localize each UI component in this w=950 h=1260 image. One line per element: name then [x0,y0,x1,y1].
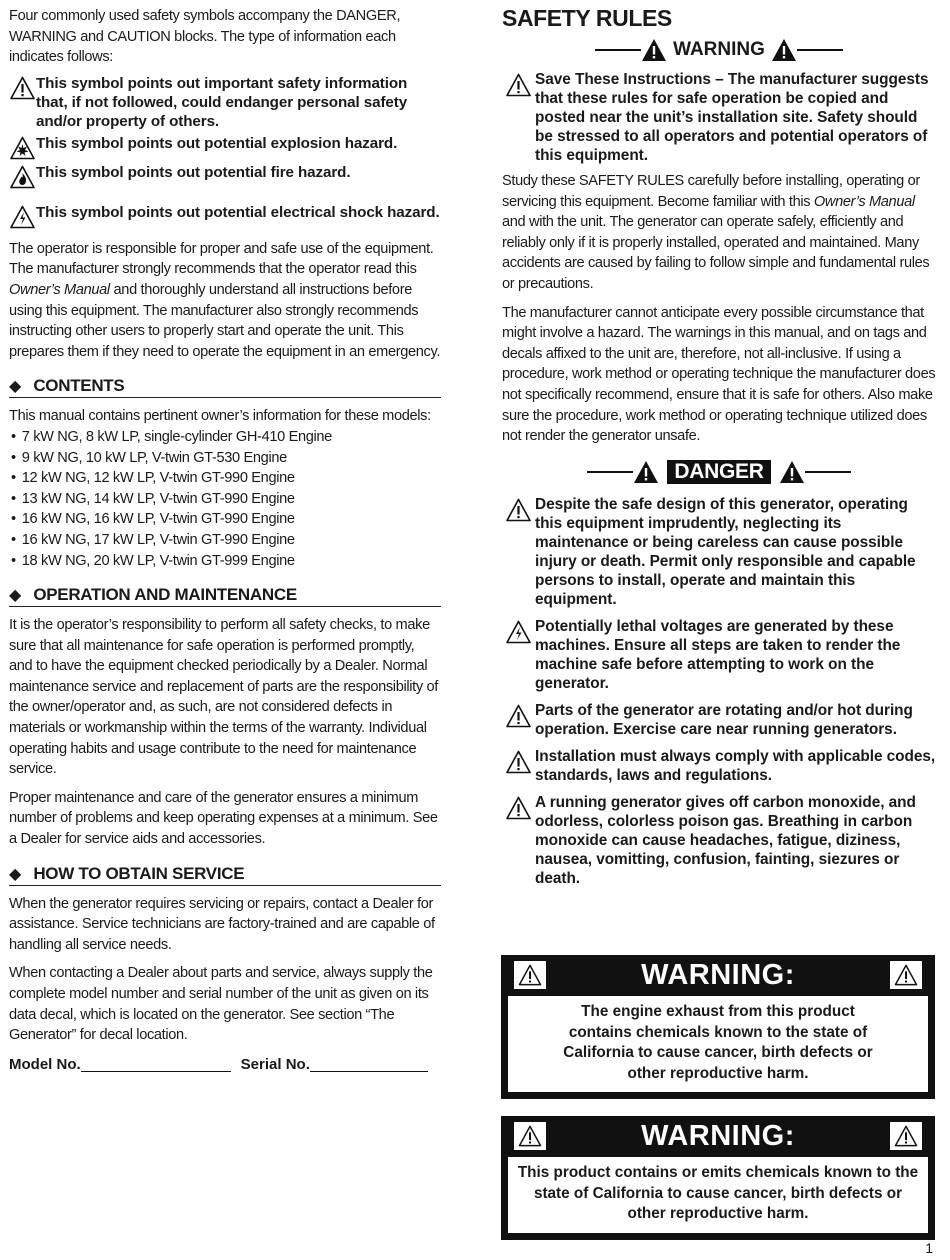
study-text-1: Study these SAFETY RULES carefully before installing, operating or servicing this equipment. Become familiar with this [502,173,920,210]
manual-title-emphasis: Owner’s Manual [813,193,915,210]
symbol-legend [9,74,441,229]
symbol-legend-item [9,163,441,189]
service-paragraph-2: When contacting a Dealer about parts and service, always supply the complete model number and serial number of the unit as given on its data decal, which is located on the generator. See section “The Generator” for decal location. [9,965,433,1044]
warning-triangle-icon [779,459,805,485]
danger-text: Despite the safe design of this generator, operating this equipment imprudently, neglecting its maintenance or being careless can cause possible injury or death. Permit only responsible and capable persons to install, operate and maintain this equipment. [535,495,916,608]
contents-heading-text: CONTENTS [33,376,125,396]
danger-item [502,793,936,888]
danger-text: Parts of the generator are rotating and/or hot during operation. Exercise care near running generators. [535,701,913,738]
danger-item [502,617,936,693]
symbol-description: This symbol points out potential fire hazard. [36,163,351,181]
banner-rule [797,49,843,51]
warning-triangle-icon [502,750,535,774]
explosion-hazard-icon [9,136,36,160]
anticipate-paragraph: The manufacturer cannot anticipate every possible circumstance that might involve a hazard. The warnings in this manual, and on tags and decals affixed to the unit are, therefore, not all-inclusive. If using a procedure, work method or operating technique the manufacturer does not specifically recommend, ensure that it is safe for others. Also make sure the procedure, work method or operating technique utilized does not render the generator unsafe. [502,304,936,445]
danger-text: Installation must always comply with applicable codes, standards, laws and regulations. [535,747,936,784]
diamond-bullet-icon: ◆ [9,378,22,396]
symbol-description: This symbol points out potential explosion hazard. [36,134,398,152]
page-number: 1 [925,1240,933,1256]
warning-triangle-icon [641,38,667,62]
identification-fields [9,1056,441,1073]
symbol-legend-item [9,74,441,131]
list-item: • 13 kW NG, 14 kW LP, V-twin GT-990 Engine [9,489,441,510]
operator-text-2: and thoroughly understand all instructions before using this equipment. The manufacturer also strongly recommends instructing other users to properly start and operate the unit. This prepares them if they need to operate the equipment in an emergency. [9,281,441,360]
banner-rule [587,471,633,473]
service-heading [9,864,441,886]
diamond-bullet-icon: ◆ [9,865,22,883]
contents-intro: This manual contains pertinent owner’s information for these models: [9,408,431,425]
right-column [502,6,936,896]
prop65-warning-box [501,1116,935,1240]
left-column [9,6,441,1073]
list-item: • 9 kW NG, 10 kW LP, V-twin GT-530 Engine [9,448,441,469]
danger-item [502,495,936,609]
warning-triangle-icon [771,38,797,62]
operation-heading [9,585,441,607]
model-number-label: Model No. [9,1055,81,1073]
prop65-header [508,960,928,990]
model-list [9,427,441,571]
save-instructions-text: Save These Instructions – The manufacturer suggests that these rules for safe operation be copied and posted near the unit’s installation site. Safety should be stressed to all operators and potential operators of this equipment. [535,71,929,164]
study-text-2: and with the unit. The generator can operate safely, efficiently and reliably only if it is properly installed, operated and maintained. Many accidents are caused by failing to follow simple and fundamental rules or precautions. [502,214,930,292]
service-paragraph-1: When the generator requires servicing or repairs, contact a Dealer for assistance. Service technicians are factory-trained and are capable of handling all service needs. [9,895,435,953]
contents-heading [9,376,441,398]
warning-triangle-icon [890,1122,922,1150]
warning-triangle-icon [633,459,659,485]
serial-number-field[interactable] [310,1056,428,1072]
electrical-shock-icon [502,620,535,644]
prop65-text: The engine exhaust from this product contains chemicals known to the state of California to cause cancer, birth defects or other reproductive harm. [508,996,928,1092]
operation-paragraph-1: It is the operator’s responsibility to perform all safety checks, to make sure that all maintenance for safe operation is performed promptly, and to have the equipment checked periodically by a Dealer. Normal maintenance service and replacement of parts are the responsibility of the owner/operator and, as such, are not considered defects in materials or workmanship within the terms of the warranty. Individual operating habits and usage contribute to the need for maintenance service. [9,617,438,778]
symbols-intro: Four commonly used safety symbols accompany the DANGER, WARNING and CAUTION blocks. The type of information each indicates follows: [9,8,401,66]
operation-heading-text: OPERATION AND MAINTENANCE [33,585,297,605]
symbol-description: This symbol points out important safety information that, if not followed, could endanger personal safety and/or property of others. [36,74,408,130]
operator-paragraph [9,239,441,363]
warning-triangle-icon [514,961,546,989]
model-number-field[interactable] [81,1056,231,1072]
service-heading-text: HOW TO OBTAIN SERVICE [33,863,245,883]
warning-triangle-icon [514,1122,546,1150]
danger-text: Potentially lethal voltages are generated by these machines. Ensure all steps are taken to render the machine safe before attempting to work on the generator. [535,617,901,692]
prop65-warning-box [501,955,935,1099]
save-instructions-alert [502,70,936,165]
banner-rule [595,49,641,51]
warning-triangle-icon [502,498,535,522]
prop65-header [508,1121,928,1151]
prop65-text: This product contains or emits chemicals known to the state of California to cause cancer, birth defects or other reproductive harm. [508,1157,928,1233]
list-item: • 16 kW NG, 16 kW LP, V-twin GT-990 Engine [9,509,441,530]
symbol-description: This symbol points out potential electrical shock hazard. [36,203,440,221]
prop65-title: WARNING: [641,1119,795,1152]
prop65-title: WARNING: [641,958,795,991]
symbol-legend-item [9,203,441,229]
list-item: • 18 kW NG, 20 kW LP, V-twin GT-999 Engine [9,551,441,572]
warning-banner-text: WARNING [673,39,765,60]
danger-banner-text: DANGER [667,460,770,484]
list-item: • 7 kW NG, 8 kW LP, single-cylinder GH-410 Engine [9,427,441,448]
danger-item [502,701,936,739]
serial-number-label: Serial No. [240,1055,310,1073]
warning-triangle-icon [502,796,535,820]
page-title: SAFETY RULES [502,5,672,31]
symbol-legend-item [9,134,441,160]
warning-triangle-icon [502,704,535,728]
warning-triangle-icon [890,961,922,989]
diamond-bullet-icon: ◆ [9,587,22,605]
list-item: • 12 kW NG, 12 kW LP, V-twin GT-990 Engine [9,468,441,489]
danger-text: A running generator gives off carbon monoxide, and odorless, colorless poison gas. Breathing in carbon monoxide can cause headaches, fatigue, diziness, nausea, vomitting, confusion, fainting, siezures or death. [535,793,916,887]
warning-banner [502,38,936,62]
fire-hazard-icon [9,165,36,189]
operator-text-1: The operator is responsible for proper and safe use of the equipment. The manufacturer strongly recommends that the operator read this [9,240,434,278]
study-paragraph [502,171,936,295]
danger-banner [502,459,936,485]
operation-paragraph-2: Proper maintenance and care of the generator ensures a minimum number of problems and keep operating expenses at a minimum. See a Dealer for service aids and accessories. [9,789,438,848]
manual-title-emphasis: Owner’s Manual [9,281,110,298]
list-item: • 16 kW NG, 17 kW LP, V-twin GT-990 Engine [9,530,441,551]
danger-item [502,747,936,785]
electrical-shock-icon [9,205,36,229]
banner-rule [805,471,851,473]
warning-triangle-icon [9,76,36,100]
warning-triangle-icon [502,73,535,97]
